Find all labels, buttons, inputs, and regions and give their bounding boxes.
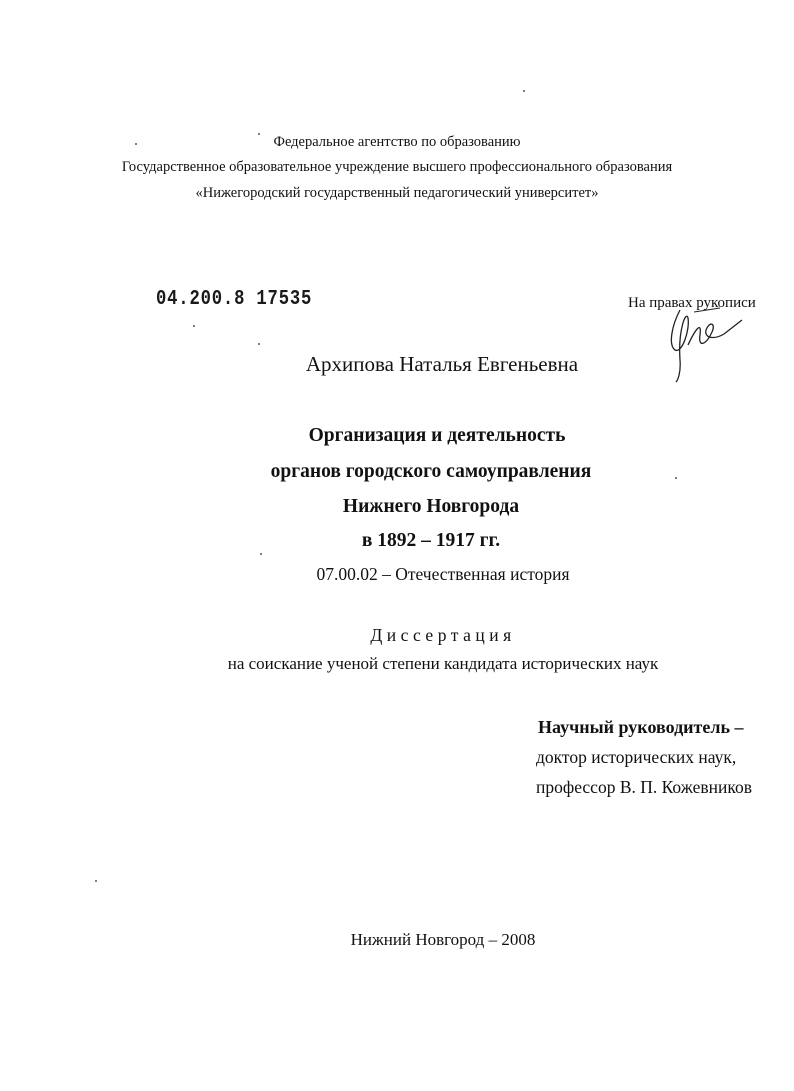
institution-type: Государственное образовательное учреждение высшего профессионального образования [121, 159, 673, 175]
university-name: «Нижегородский государственный педагогический университет» [195, 185, 599, 201]
title-line-4: в 1892 – 1917 гг. [361, 530, 501, 551]
scan-speck [95, 880, 97, 882]
scan-speck [135, 143, 137, 145]
rights-notice: На правах рукописи [628, 295, 756, 311]
title-line-1: Организация и деятельность [308, 425, 566, 446]
scan-speck [193, 325, 195, 327]
title-line-2: органов городского самоуправления [270, 461, 592, 482]
registry-stamp: 04.200.8 17535 [156, 288, 313, 311]
place-and-year: Нижний Новгород – 2008 [350, 930, 536, 949]
author-name: Архипова Наталья Евгеньевна [305, 352, 579, 376]
scan-speck [523, 90, 525, 92]
supervisor-name: профессор В. П. Кожевников [536, 777, 752, 797]
scan-speck [675, 477, 677, 479]
title-line-3: Нижнего Новгорода [342, 496, 520, 517]
degree-statement: на соискание ученой степени кандидата исторических наук [227, 654, 659, 673]
agency-name: Федеральное агентство по образованию [273, 134, 521, 150]
scan-speck [260, 553, 262, 555]
document-type: Диссертация [370, 625, 516, 645]
scan-speck [258, 343, 260, 345]
supervisor-role: Научный руководитель – [538, 717, 744, 737]
supervisor-degree: доктор исторических наук, [536, 747, 737, 767]
specialty: 07.00.02 – Отечественная история [316, 564, 570, 584]
scan-speck [258, 133, 260, 135]
